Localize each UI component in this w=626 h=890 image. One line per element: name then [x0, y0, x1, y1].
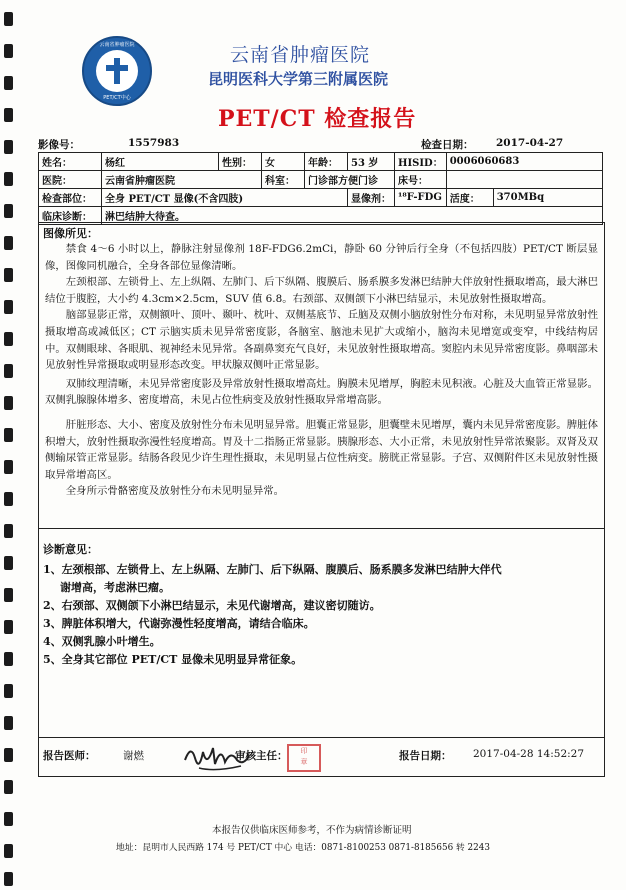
findings-paragraph: 脑部显影正常，双侧额叶、顶叶、颞叶、枕叶、双侧基底节、丘脑及双侧小脑放射性分布对称，未见明显异常放射性摄取增高或减低区；CT 示脑实质未见异常密度影，各脑室、脑池未见扩大或缩小，脑沟未见增宽或变窄，中线结构居中。双侧眼球、各眼肌、视神经未见异常。各副鼻窦充气良好，未见放射性摄取增高。窦腔内未见异常密度影。鼻咽部未见放射性异常摄取或明显形态改变。甲状腺双侧叶正常显影。	[45, 309, 598, 372]
patient-info-table	[38, 152, 603, 225]
report-date: 2017-04-28 14:52:27	[473, 748, 585, 760]
exam-part-value: 全身 PET/CT 显像(不含四肢)	[102, 189, 348, 207]
report-title: PET/CT 检查报告	[218, 106, 417, 132]
diagnosis-item: 1、左颈根部、左锁骨上、左上纵隔、左肺门、后下纵隔、腹膜后、肠系膜多发淋巴结肿大伴代 谢增高，考虑淋巴瘤。	[43, 563, 502, 594]
hospital-logo	[82, 36, 152, 106]
dept-label: 科室：	[262, 171, 305, 189]
hospital-label: 医院：	[39, 171, 102, 189]
clinical-diag-label: 临床诊断：	[39, 207, 102, 225]
hospital-value: 云南省肿瘤医院	[102, 171, 262, 189]
age-label: 年龄：	[305, 153, 348, 171]
signature-row	[38, 736, 605, 777]
diagnosis-item: 5、全身其它部位 PET/CT 显像未见明显异常征象。	[43, 653, 303, 666]
patient-sex: 女	[262, 153, 305, 171]
findings-paragraph: 肝脏形态、大小、密度及放射性分布未见明显异常。胆囊正常显影，胆囊壁未见增厚，囊内未见异常密度影。脾脏体积增大，放射性摄取弥漫性轻度增高。胃及十二指肠正常显影。胰腺形态、大小正常，未见放射性异常浓聚影。双肾及双侧输尿管正常显影。结肠各段见少许生理性摄取，未见明显占位性病变。膀胱正常显影。子宫、双侧附件区未见放射性摄取异常增高区。	[45, 418, 598, 481]
diagnosis-item: 2、右颈部、双侧颌下小淋巴结显示，未见代谢增高，建议密切随访。	[43, 599, 381, 612]
findings-paragraph: 全身所示骨骼密度及放射性分布未见明显异常。	[65, 485, 284, 498]
university-affiliation: 昆明医科大学第三附属医院	[208, 70, 389, 88]
diagnosis-heading: 诊断意见：	[43, 543, 98, 556]
reviewer-label: 审核主任：	[235, 750, 288, 762]
tracer-label: 显像剂：	[348, 189, 395, 207]
tracer-value: ¹⁸F-FDG	[395, 189, 447, 207]
findings-section	[38, 222, 605, 529]
binder-holes	[0, 0, 18, 890]
name-label: 姓名：	[39, 153, 102, 171]
hisid-value: 0006060683	[446, 153, 602, 171]
report-doctor-name: 谢燃	[123, 750, 144, 762]
clinical-diag-value: 淋巴结肿大待查。	[102, 207, 603, 225]
report-doctor-label: 报告医师：	[43, 750, 96, 762]
sex-label: 性别：	[219, 153, 262, 171]
id-row	[38, 137, 603, 151]
diagnosis-item: 3、脾脏体积增大，代谢弥漫性轻度增高，请结合临床。	[43, 617, 315, 630]
image-no: 1557983	[128, 137, 180, 149]
exam-date-label: 检查日期：	[421, 139, 474, 151]
footer-disclaimer: 本报告仅供临床医师参考，不作为病情诊断证明	[212, 825, 412, 836]
report-page	[30, 0, 615, 890]
patient-name: 杨红	[102, 153, 219, 171]
report-date-label: 报告日期：	[399, 750, 452, 762]
hospital-name: 云南省肿瘤医院	[230, 44, 371, 66]
findings-paragraph: 禁食 4～6 小时以上，静脉注射显像剂 18F-FDG6.2mCi，静卧 60 分钟后行全身（不包括四肢）PET/CT 断层显像，图像同机融合，全身各部位显像清晰。	[45, 243, 598, 272]
logo-ring-text-top: 云南省肿瘤医院	[99, 42, 135, 48]
hisid-label: HISID：	[395, 153, 447, 171]
exam-date: 2017-04-27	[496, 137, 564, 149]
bed-label: 床号：	[395, 171, 447, 189]
reviewer-stamp: 印 章	[287, 744, 321, 772]
dept-value: 门诊部方便门诊	[305, 171, 395, 189]
diagnosis-section	[38, 528, 605, 738]
image-no-label: 影像号：	[38, 139, 80, 151]
patient-age: 53 岁	[348, 153, 395, 171]
findings-heading: 图像所见：	[43, 227, 98, 240]
footer-address: 地址：昆明市人民西路 174 号 PET/CT 中心 电话：0871-8100253 0871-8185656 转 2243	[116, 843, 490, 853]
bed-value	[446, 171, 602, 189]
diagnosis-item: 4、双侧乳腺小叶增生。	[43, 635, 161, 648]
activity-label: 活度：	[446, 189, 493, 207]
activity-value: 370MBq	[493, 189, 602, 207]
findings-paragraph: 双肺纹理清晰，未见异常密度影及异常放射性摄取增高灶。胸膜未见增厚，胸腔未见积液。心脏及大血管正常显影。双侧乳腺腺体增多、密度增高，未见占位性病变及放射性摄取异常增高影。	[45, 377, 598, 407]
logo-ring-text-bottom: PET/CT中心	[103, 95, 131, 101]
exam-part-label: 检查部位：	[39, 189, 102, 207]
findings-paragraph: 左颈根部、左锁骨上、左上纵隔、左肺门、后下纵隔、腹膜后、肠系膜多发淋巴结肿大伴放射性摄取增高，最大淋巴结位于腹腔，大小约 4.3cm×2.5cm，SUV 值 6.8。右颈部、双侧颌下小淋巴结显示，未见放射性摄取增高。	[45, 276, 598, 305]
